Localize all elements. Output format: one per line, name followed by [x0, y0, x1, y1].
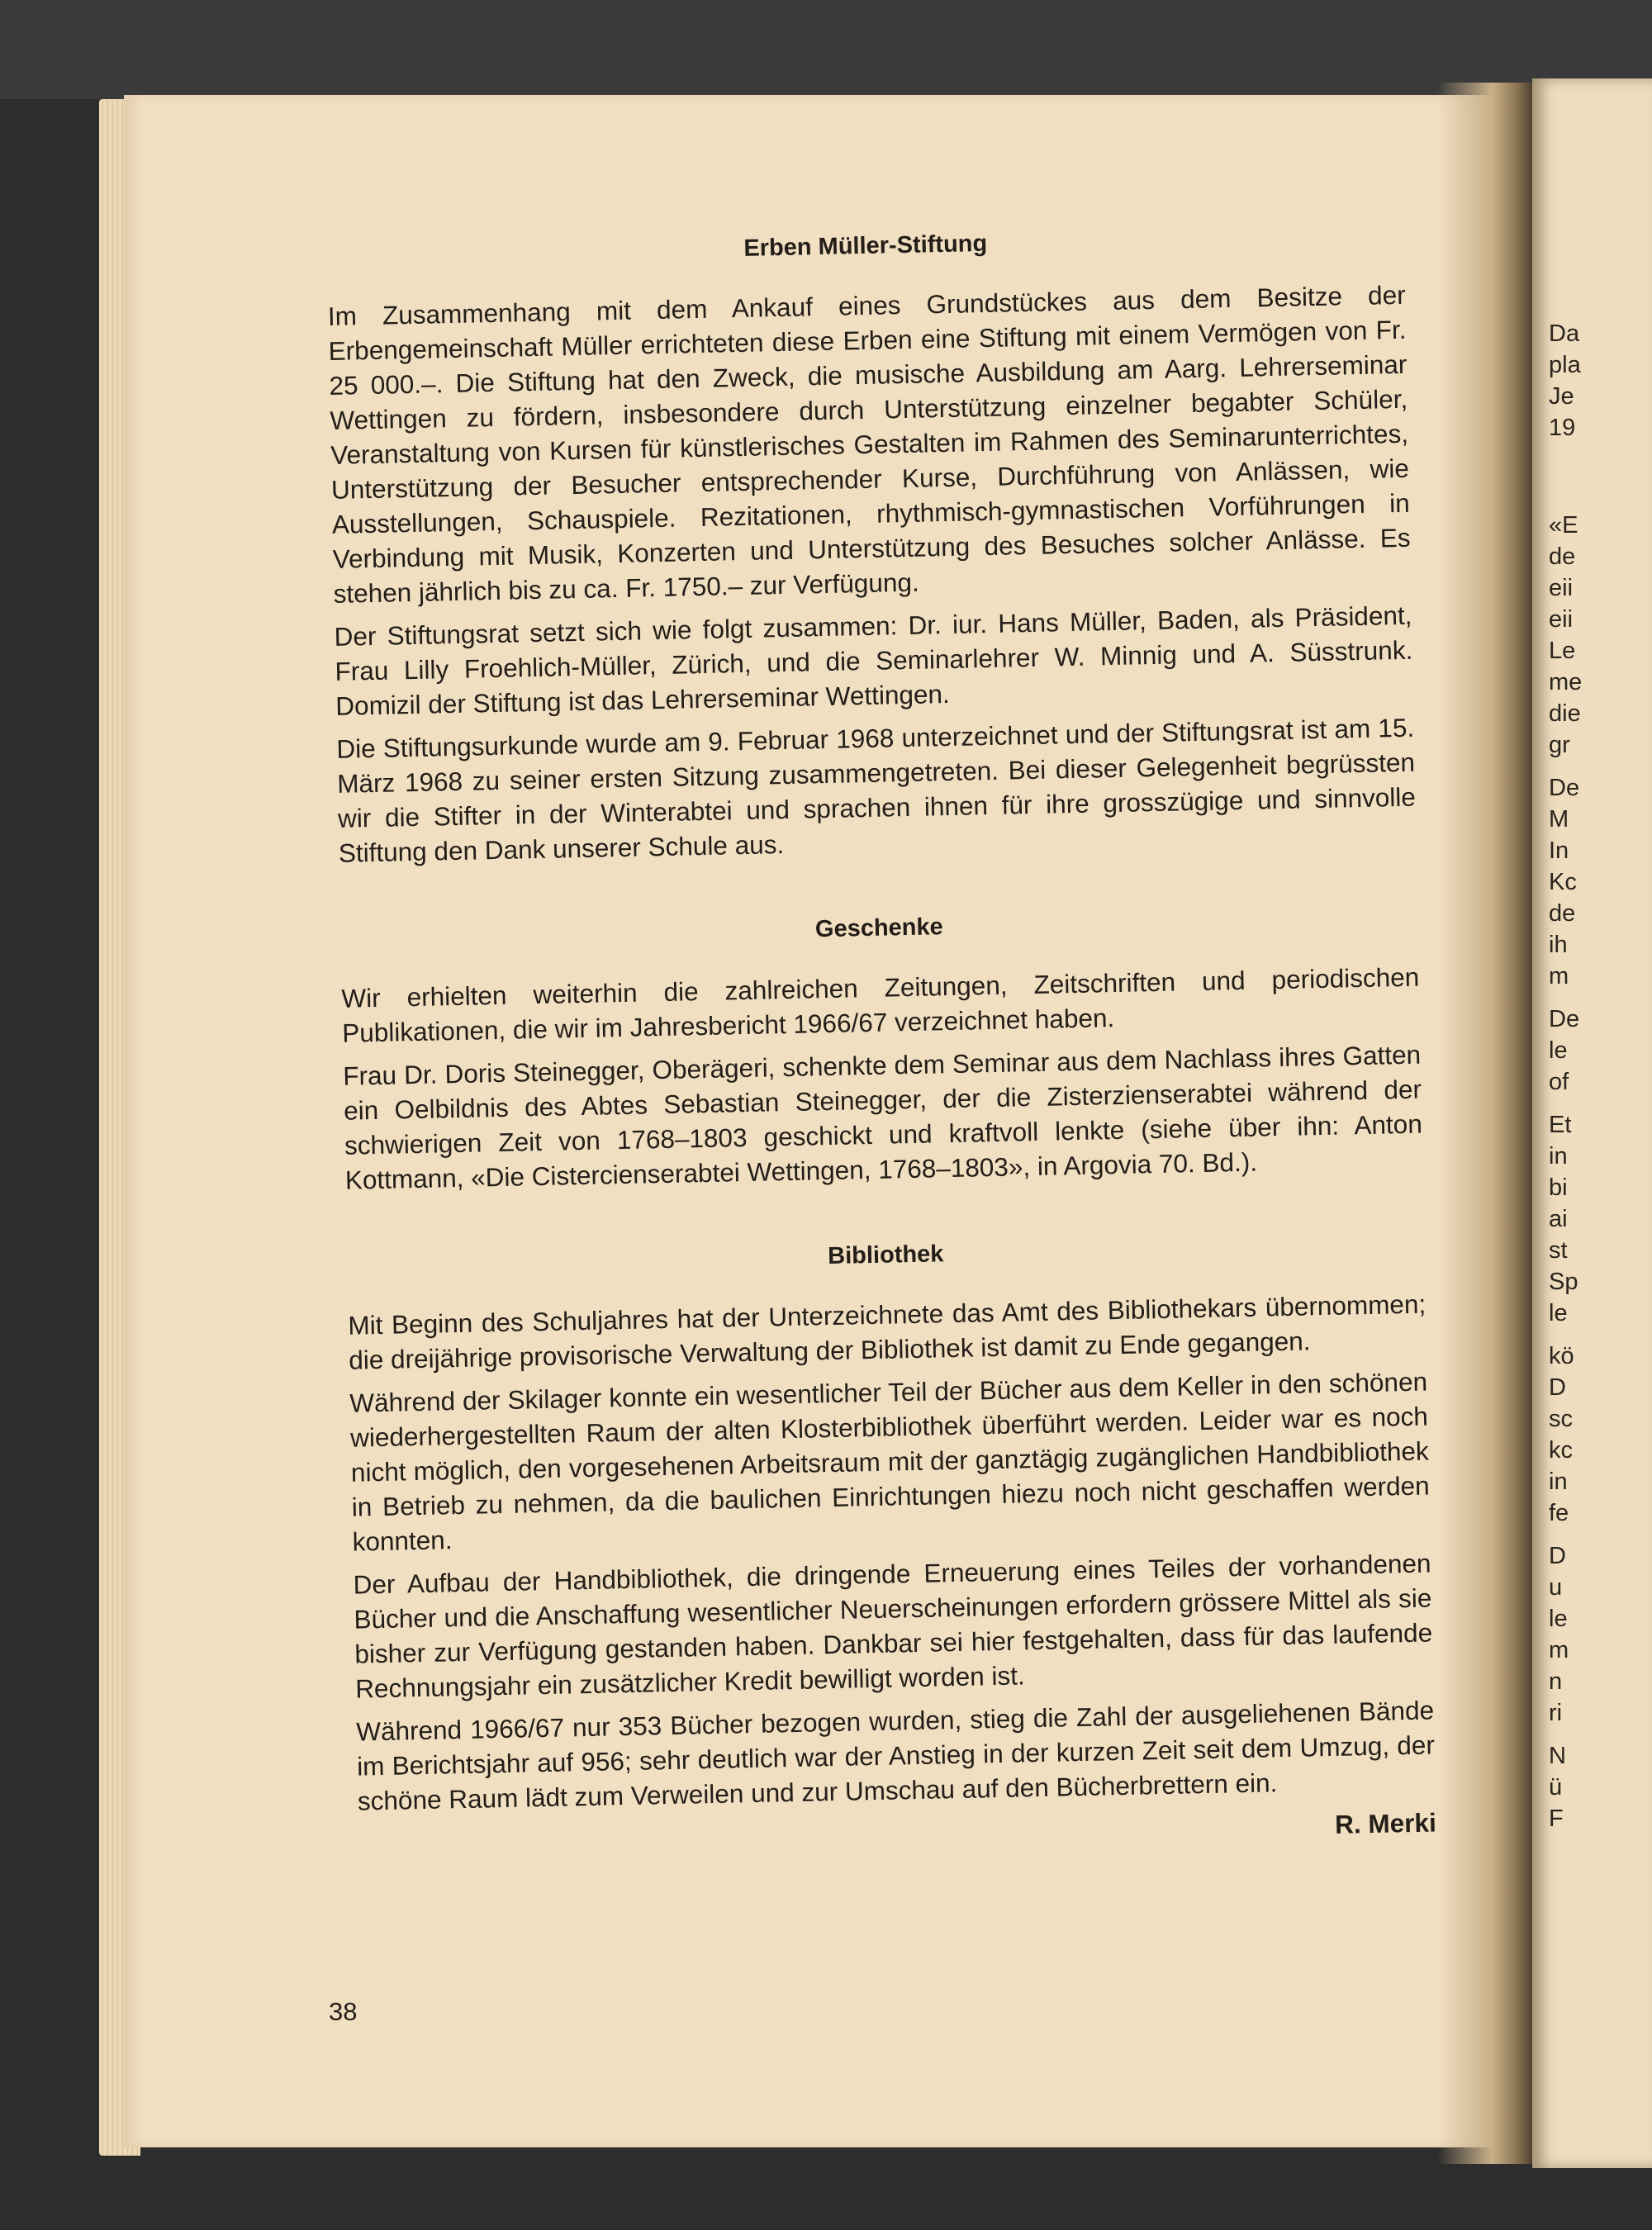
facing-page-fragment: of: [1549, 1069, 1569, 1095]
facing-page-fragment: m: [1549, 1637, 1569, 1663]
facing-page-fragment: st: [1549, 1237, 1568, 1264]
paragraph: Frau Dr. Doris Steinegger, Oberägeri, schenkte dem Seminar aus dem Nachlass ihres Gatten ein Oelbildnis des Abtes Sebastian Steinegger, der die Zisterzienserabtei während der schwierigen Zeit von 1768–1803 geschickt und kraftvoll lenkte (siehe über ihn: Anton Kottmann, «Die Cistercienserabtei Wettingen, 1768–1803», in Argovia 70. Bd.).: [342, 1039, 1423, 1195]
facing-page-fragment: le: [1549, 1037, 1568, 1064]
facing-page-fragment: D: [1549, 1543, 1566, 1569]
facing-page-fragment: m: [1549, 963, 1569, 989]
facing-page-fragment: bi: [1549, 1174, 1568, 1201]
facing-page-fragment: Je: [1549, 383, 1574, 410]
facing-page-fragment: ri: [1549, 1700, 1563, 1726]
page-number: 38: [329, 1997, 358, 2026]
facing-page-fragment: fe: [1549, 1500, 1569, 1526]
facing-page: [1532, 78, 1652, 2168]
heading-erben-mueller-stiftung: Erben Müller-Stiftung: [743, 230, 988, 262]
facing-page-fragment: 19: [1549, 415, 1576, 441]
facing-page-fragment: pla: [1549, 352, 1581, 378]
paragraph-last-text: Während 1966/67 nur 353 Bücher bezogen wurden, stieg die Zahl der ausgeliehenen Bände im Berichtsjahr auf 956; sehr deutlich war der Anstieg in der kurzen Zeit seit dem Umzug, der schöne Raum lädt zum Verweilen und zur Umschau auf den Bücherbrettern ein.: [355, 1695, 1436, 1816]
paragraph-last: [356, 1692, 1436, 1818]
paragraph: Während der Skilager konnte ein wesentlicher Teil der Bücher aus dem Keller in den schönen wiederhergestellten Raum der alten Klosterbibliothek überführt werden. Leider war es noch nicht möglich, den vorgesehenen Arbeitsraum mit der ganztägig zugänglichen Handbibliothek in Betrieb zu nehmen, da die baulichen Einrichtungen hiezu noch nicht geschaffen werden konnten.: [349, 1366, 1430, 1557]
scan-background-top: [0, 0, 1652, 99]
facing-page-fragment: die: [1549, 700, 1581, 727]
facing-page-fragment: me: [1549, 669, 1583, 695]
facing-page-fragment: Da: [1549, 320, 1580, 347]
facing-page-fragment: de: [1549, 900, 1576, 927]
facing-page-fragment: F: [1549, 1805, 1564, 1832]
paragraph: Im Zusammenhang mit dem Ankauf eines Grundstückes aus dem Besitze der Erbengemeinschaft Müller errichteten diese Erben eine Stiftung mit einem Vermögen von Fr. 25 000.–. Die Stiftung hat den Zweck, die musische Ausbildung am Aarg. Lehrerseminar Wettingen zu fördern, insbesondere durch Unterstützung einzelner begabter Schüler, Veranstaltung von Kursen für künstlerisches Gestalten im Rahmen des Seminarunterrichtes, Unterstützung der Besucher entsprechender Kurse, Durchführung von Anlässen, wie Ausstellungen, Schauspiele. Rezitationen, rhythmisch-gymnastischen Vorführungen in Verbindung mit Musik, Konzerten und Unterstützung des Besuches solcher Anlässe. Es stehen jährlich bis zu ca. Fr. 1750.– zur Verfügung.: [327, 279, 1411, 609]
signature: R. Merki: [1334, 1807, 1437, 1839]
facing-page-fragment: Kc: [1549, 869, 1577, 895]
facing-page-fragment: n: [1549, 1668, 1563, 1695]
facing-page-fragment: M: [1549, 806, 1569, 833]
facing-page-fragment: le: [1549, 1300, 1568, 1326]
facing-page-fragment: «E: [1549, 512, 1578, 539]
paragraph: Der Stiftungsrat setzt sich wie folgt zusammen: Dr. iur. Hans Müller, Baden, als Präsident, Frau Lilly Froehlich-Müller, Zürich, und die Seminarlehrer W. Minnig und A. Süsstrunk. Domizil der Stiftung ist das Lehrerseminar Wettingen.: [334, 600, 1413, 721]
heading-bibliothek: Bibliothek: [827, 1241, 944, 1270]
facing-page-fragment: ai: [1549, 1206, 1568, 1232]
facing-page-fragment: ih: [1549, 932, 1568, 958]
facing-page-fragment: De: [1549, 1006, 1580, 1032]
page-content: [326, 218, 1436, 1862]
facing-page-fragment: Le: [1549, 638, 1576, 664]
facing-page-fragment: Sp: [1549, 1269, 1578, 1295]
paragraph: Der Aufbau der Handbibliothek, die dringende Erneuerung eines Teiles der vorhandenen Bücher und die Anschaffung wesentlicher Neuerscheinungen erfordern grössere Mittel als sie bisher zur Verfügung gestanden haben. Dankbar sei hier festgehalten, dass für das laufende Rechnungsjahr ein zusätzlicher Kredit bewilligt worden ist.: [353, 1548, 1433, 1704]
facing-page-fragment: D: [1549, 1374, 1566, 1401]
facing-page-fragment: De: [1549, 775, 1580, 801]
facing-page-fragment: eii: [1549, 575, 1574, 601]
facing-page-fragment: kö: [1549, 1343, 1574, 1369]
facing-page-fragment: u: [1549, 1574, 1563, 1601]
facing-page-fragment: In: [1549, 837, 1569, 864]
facing-page-fragment: ü: [1549, 1774, 1563, 1801]
heading-geschenke: Geschenke: [814, 913, 944, 943]
facing-page-fragment: Et: [1549, 1112, 1572, 1138]
paragraph: Wir erhielten weiterhin die zahlreichen Zeitungen, Zeitschriften und periodischen Publikationen, die wir im Jahresbericht 1966/67 verzeichnet haben.: [341, 961, 1420, 1048]
book-gutter: [1437, 83, 1536, 2164]
facing-page-fragment: in: [1549, 1143, 1568, 1170]
facing-page-fragment: sc: [1549, 1406, 1573, 1432]
paragraph: Mit Beginn des Schuljahres hat der Unterzeichnete das Amt des Bibliothekars übernommen; die dreijährige provisorische Verwaltung der Bibliothek ist damit zu Ende gegangen.: [348, 1288, 1427, 1375]
facing-page-fragment: de: [1549, 543, 1576, 570]
facing-page-fragment: in: [1549, 1468, 1568, 1495]
paragraph: Die Stiftungsurkunde wurde am 9. Februar 1968 unterzeichnet und der Stiftungsrat ist am 15. März 1968 zu seiner ersten Sitzung zusammengetreten. Bei dieser Gelegenheit begrüssten wir die Stifter in der Winterabtei und sprachen ihnen für ihre grosszügige und sinnvolle Stiftung den Dank unserer Schule aus.: [336, 712, 1417, 868]
facing-page-fragment: le: [1549, 1606, 1568, 1632]
facing-page-fragment: kc: [1549, 1437, 1573, 1464]
facing-page-fragment: gr: [1549, 732, 1570, 758]
facing-page-fragment: N: [1549, 1743, 1566, 1769]
facing-page-fragment: eii: [1549, 606, 1574, 633]
